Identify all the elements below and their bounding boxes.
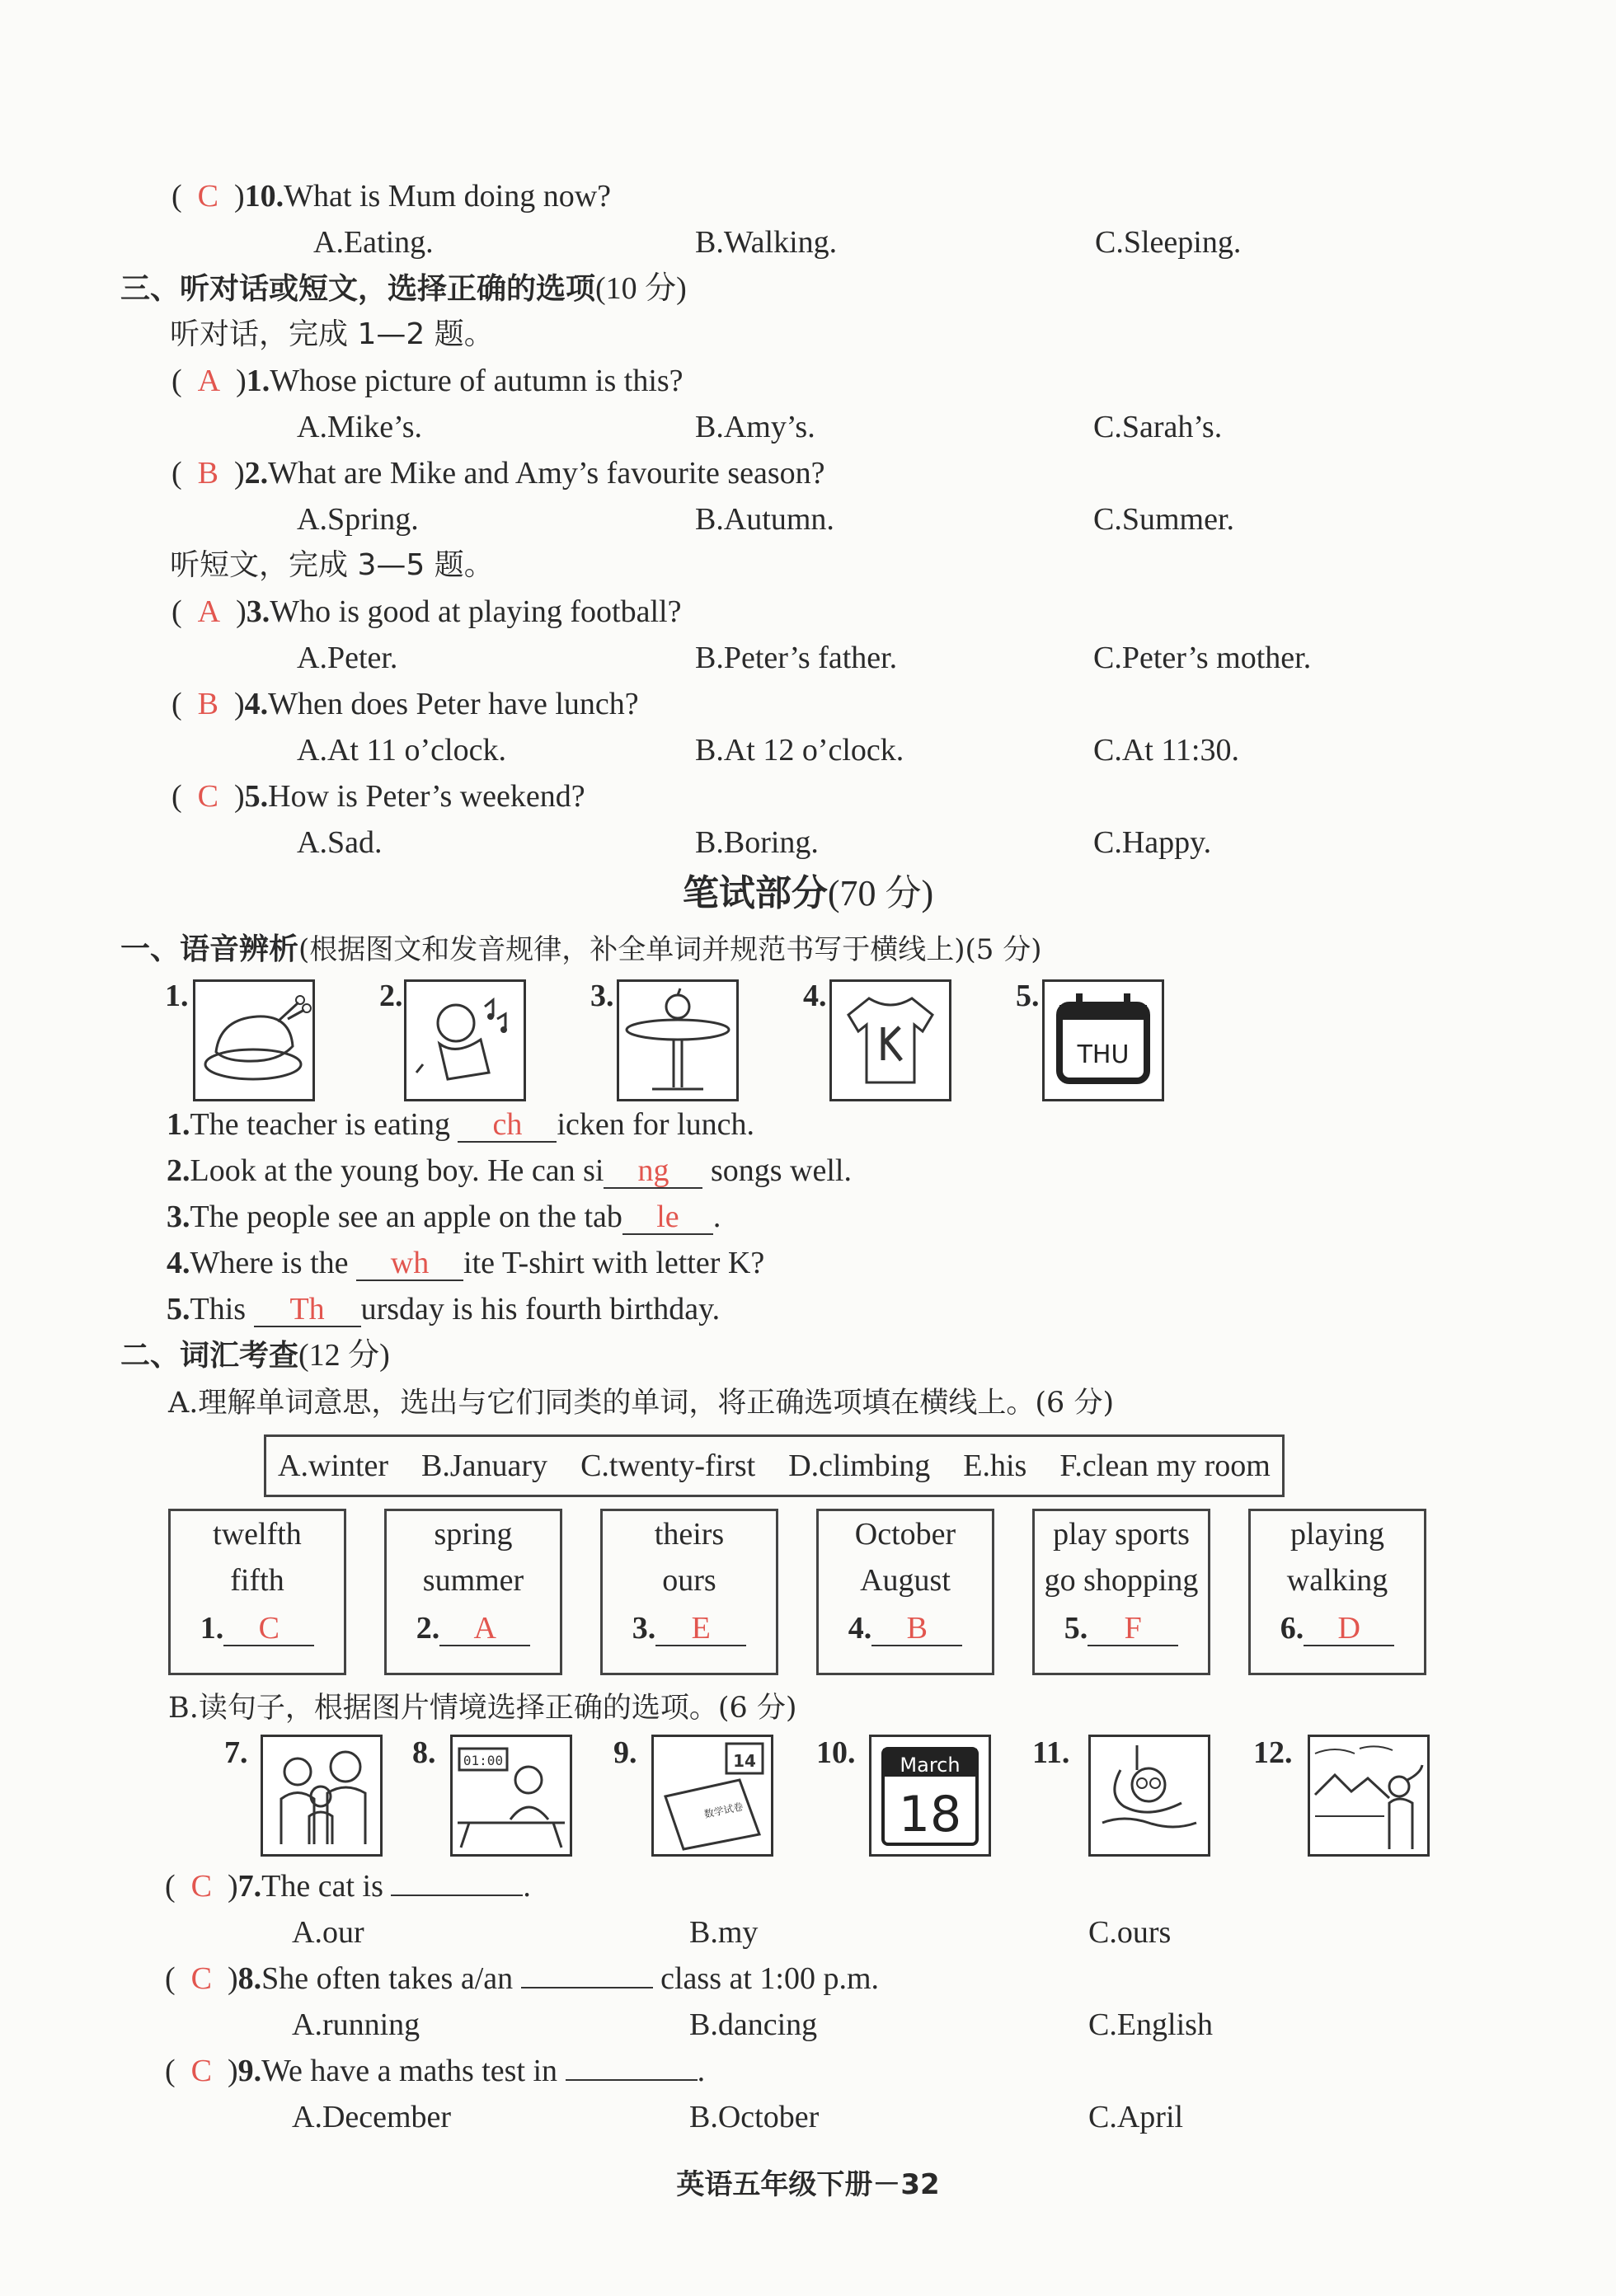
option: C.English <box>1088 2007 1213 2042</box>
answer: A <box>197 364 221 398</box>
part-a-instruction: A.理解单词意思，选出与它们同类的单词，将正确选项填在横线上。(6 分) <box>168 1387 1115 1420</box>
windy-landscape-icon <box>1310 1737 1427 1854</box>
word-group-box: spring summer 2. A <box>384 1509 562 1675</box>
pic-number: 10. <box>816 1735 856 1770</box>
tshirt-icon <box>832 982 949 1099</box>
question: ( C )7.The cat is . <box>165 1869 531 1904</box>
option: C.ours <box>1088 1915 1172 1950</box>
option: A.our <box>292 1915 364 1950</box>
singing-boy-picture <box>404 979 526 1101</box>
option: C.At 11:30. <box>1093 733 1239 768</box>
tshirt-picture <box>829 979 951 1101</box>
pic-number: 4. <box>803 979 827 1013</box>
word-group-box: twelfth fifth 1. C <box>168 1509 346 1675</box>
pic-number: 3. <box>590 979 614 1013</box>
option: A.Mike’s. <box>297 410 422 444</box>
question: ( C )5.How is Peter’s weekend? <box>171 779 585 814</box>
option: C.April <box>1088 2100 1184 2134</box>
word-group-box: playing walking 6. D <box>1248 1509 1426 1675</box>
clock-desk-icon <box>453 1737 570 1854</box>
march-day: 18 <box>898 1786 962 1843</box>
clock-girl-picture <box>450 1735 572 1857</box>
option: B.Amy’s. <box>695 410 815 444</box>
phonics-item: 1.The teacher is eating ch icken for lunch. <box>167 1107 754 1142</box>
phonics-item: 4.Where is the wh ite T-shirt with letter K? <box>167 1246 765 1280</box>
option: A.Eating. <box>313 225 434 260</box>
pic-number: 7. <box>224 1735 248 1770</box>
option: B.Boring. <box>695 825 819 860</box>
word-group-box: October August 4. B <box>816 1509 994 1675</box>
word-option: D.climbing <box>788 1448 931 1483</box>
word-group-box: theirs ours 3. E <box>600 1509 778 1675</box>
question-10-prev: ( C )10.What is Mum doing now? <box>171 179 612 214</box>
test-paper-icon <box>654 1737 771 1854</box>
answer: C <box>197 179 219 214</box>
option: B.dancing <box>689 2007 818 2042</box>
answer: C <box>197 779 219 814</box>
answer: B <box>197 456 219 491</box>
phonics-item: 2.Look at the young boy. He can si ng songs well. <box>167 1153 852 1188</box>
table-apple-picture <box>617 979 739 1101</box>
option: A.running <box>292 2007 420 2042</box>
question: ( B )2.What are Mike and Amy’s favourite season? <box>171 456 825 491</box>
sub-instruction-2: 听短文，完成 3—5 题。 <box>170 548 494 582</box>
answer: C <box>190 1869 213 1904</box>
family-icon <box>263 1737 380 1854</box>
march-label: March <box>900 1754 961 1777</box>
answer: A <box>197 594 221 629</box>
vocab-title: 二、词汇考查(12 分) <box>120 1338 390 1373</box>
question: ( C )9.We have a maths test in . <box>165 2054 706 2088</box>
question: ( B )4.When does Peter have lunch? <box>171 687 639 721</box>
pic-number: 8. <box>412 1735 436 1770</box>
option: A.December <box>292 2100 452 2134</box>
part-b-instruction: B.读句子，根据图片情境选择正确的选项。(6 分) <box>168 1692 797 1725</box>
answer: C <box>190 2054 213 2088</box>
option: A.Sad. <box>297 825 383 860</box>
word-option: A.winter <box>278 1448 389 1483</box>
pic-number: 11. <box>1032 1735 1070 1770</box>
page-footer: 英语五年级下册－32 <box>676 2168 940 2201</box>
option: B.Walking. <box>695 225 838 260</box>
march-calendar-picture <box>869 1735 991 1857</box>
question: ( C )8.She often takes a/an class at 1:00 p.m. <box>165 1961 880 1996</box>
option: C.Sleeping. <box>1095 225 1242 260</box>
option: B.my <box>689 1915 759 1950</box>
option: C.Peter’s mother. <box>1093 641 1312 675</box>
table-apple-icon <box>619 982 736 1099</box>
word-option: F.clean my room <box>1059 1448 1271 1483</box>
swimming-picture <box>1088 1735 1210 1857</box>
word-option: B.January <box>421 1448 548 1483</box>
pic-number: 12. <box>1253 1735 1293 1770</box>
maths-test-picture <box>651 1735 773 1857</box>
clock-text: 01:00 <box>463 1753 504 1768</box>
word-option: E.his <box>963 1448 1027 1483</box>
windy-landscape-picture <box>1308 1735 1430 1857</box>
calendar-number: 14 <box>733 1751 756 1771</box>
question: ( A )3.Who is good at playing football? <box>171 594 682 629</box>
pic-number: 2. <box>379 979 403 1013</box>
sub-instruction-1: 听对话，完成 1—2 题。 <box>170 317 494 351</box>
option: A.Spring. <box>297 502 419 537</box>
option: A.At 11 o’clock. <box>297 733 506 768</box>
option: C.Happy. <box>1093 825 1212 860</box>
calendar-picture <box>1042 979 1164 1101</box>
option: B.Peter’s father. <box>695 641 898 675</box>
option: B.Autumn. <box>695 502 834 537</box>
singing-boy-icon <box>406 982 524 1099</box>
pic-number: 5. <box>1016 979 1040 1013</box>
phonics-item: 5.This Th ursday is his fourth birthday. <box>167 1292 721 1326</box>
roast-chicken-icon <box>195 982 312 1099</box>
phonics-title: 一、语音辨析(根据图文和发音规律，补全单词并规范书写于横线上)(5 分) <box>120 932 1042 966</box>
question: ( A )1.Whose picture of autumn is this? <box>171 364 684 398</box>
answer: B <box>197 687 219 721</box>
paper-text: 数学试卷 <box>702 1801 745 1820</box>
section-3-title: 三、听对话或短文，选择正确的选项(10 分) <box>120 271 687 306</box>
option: C.Sarah’s. <box>1093 410 1223 444</box>
option: B.At 12 o’clock. <box>695 733 904 768</box>
swimmer-icon <box>1091 1737 1208 1854</box>
chicken-picture <box>193 979 315 1101</box>
family-picture <box>261 1735 383 1857</box>
calendar-text: THU <box>1077 1040 1130 1069</box>
word-options-bar <box>264 1434 1285 1497</box>
word-group-box: play sports go shopping 5. F <box>1032 1509 1210 1675</box>
answer: C <box>190 1961 213 1996</box>
calendar-icon <box>1045 982 1162 1099</box>
option: A.Peter. <box>297 641 398 675</box>
written-part-title: 笔试部分(70 分) <box>682 872 934 914</box>
option: B.October <box>689 2100 820 2134</box>
phonics-item: 3.The people see an apple on the tab le . <box>167 1200 721 1234</box>
word-option: C.twenty-first <box>580 1448 756 1483</box>
option: C.Summer. <box>1093 502 1235 537</box>
pic-number: 1. <box>165 979 189 1013</box>
march-calendar-icon <box>871 1737 989 1854</box>
pic-number: 9. <box>613 1735 637 1770</box>
